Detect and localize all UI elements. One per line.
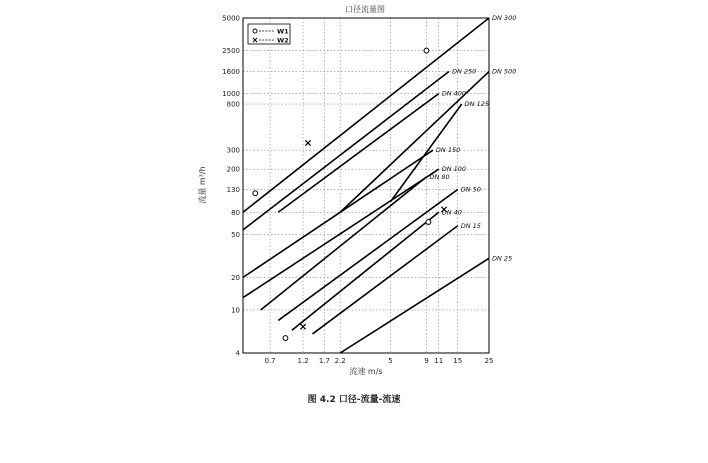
x-tick-labels [264, 357, 493, 365]
series-labels [429, 14, 516, 262]
y-tick-label: 300 [226, 146, 240, 155]
legend-label: W2 [277, 36, 289, 45]
y-tick-label: 20 [231, 273, 240, 282]
x-tick-label: 2.2 [334, 357, 346, 365]
series-label: DN 250 [451, 67, 477, 76]
y-tick-label: 130 [226, 185, 240, 194]
marker-circle [283, 336, 288, 341]
x-tick-label: 11 [434, 357, 444, 365]
series-label: DN 40 [441, 208, 462, 217]
series-label: DN 50 [460, 185, 481, 194]
y-tick-label: 800 [226, 100, 240, 109]
series-label: DN 25 [492, 254, 513, 263]
chart-title: 口径流量图 [345, 5, 385, 14]
x-tick-label: 1.2 [297, 357, 309, 365]
series-label: DN 300 [492, 14, 517, 22]
x-tick-label: 0.7 [264, 357, 276, 365]
x-tick-label: 25 [484, 357, 494, 365]
y-tick-labels [222, 15, 240, 358]
marker-circle [253, 191, 258, 196]
legend-label: W1 [277, 27, 289, 36]
series-label: DN 15 [460, 221, 481, 230]
y-tick-label: 80 [231, 208, 240, 217]
series-label: DN 500 [492, 67, 517, 76]
legend [248, 24, 290, 44]
legend-marker-circle [253, 29, 257, 33]
series-line [243, 18, 489, 212]
series-label: DN 100 [441, 165, 467, 174]
y-tick-label: 200 [226, 165, 240, 174]
series-label: DN 400 [441, 89, 467, 98]
y-tick-label: 50 [231, 230, 240, 239]
y-tick-label: 5000 [222, 14, 240, 23]
y-tick-label: 1600 [222, 68, 240, 77]
y-axis-label: 流量 m³/h [198, 166, 207, 204]
x-tick-label: 1.7 [318, 357, 330, 365]
marker-cross [305, 140, 310, 145]
series-label: DN 125 [464, 100, 490, 109]
marker-cross [300, 324, 305, 329]
x-tick-label: 5 [388, 357, 393, 365]
y-tick-label: 1000 [222, 90, 240, 99]
y-tick-label: 10 [231, 306, 240, 315]
series-line [278, 189, 457, 320]
x-axis-label: 流速 m/s [349, 367, 383, 376]
marker-circle [424, 48, 429, 53]
x-tick-label: 9 [424, 357, 429, 365]
series-label: DN 150 [435, 146, 461, 155]
series-label: DN 80 [429, 172, 450, 181]
y-tick-label: 2500 [222, 47, 240, 56]
figure-caption: 图 4.2 口径-流量-流速 [307, 395, 401, 405]
y-tick-label: 4 [235, 349, 240, 358]
marker-circle [426, 220, 431, 225]
x-tick-label: 15 [453, 357, 463, 365]
